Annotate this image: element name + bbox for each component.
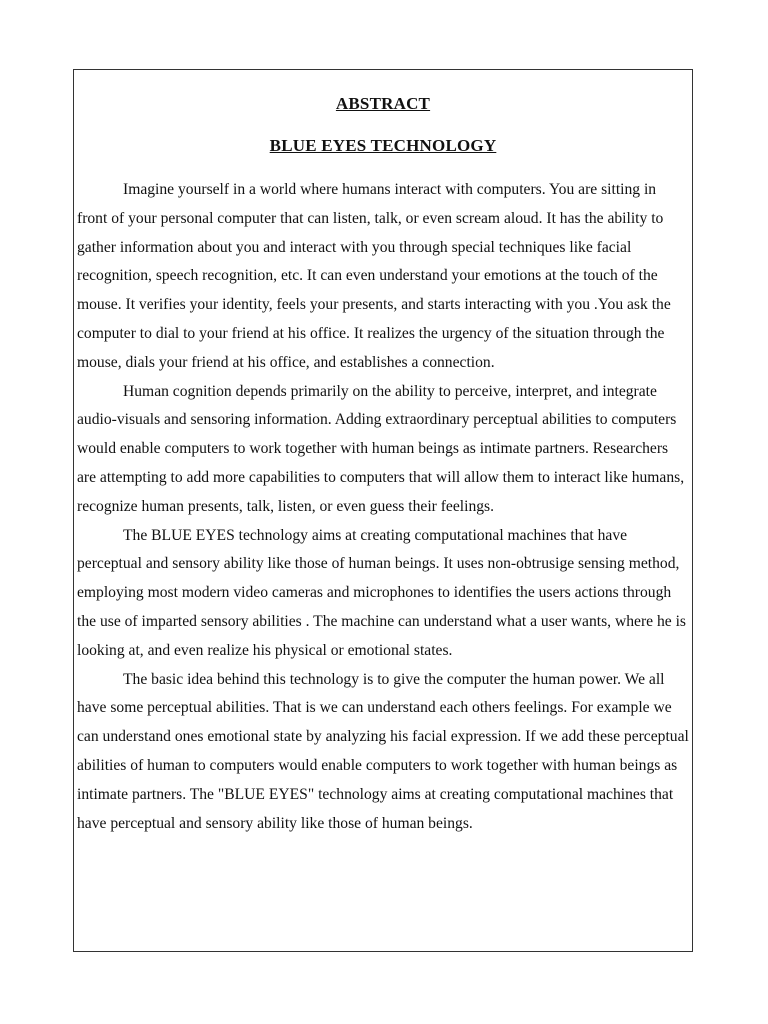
abstract-heading: ABSTRACT xyxy=(335,94,431,113)
paragraph-3: The BLUE EYES technology aims at creating computational machines that have perceptual and sensory ability like those of human beings. It uses non-obtrusige sensing method, employing most modern video cameras and microphones to identifies the users actions through the use of imparted sensory abilities . The machine can understand what a user wants, where he is looking at, and even realize his physical or emotional states. xyxy=(77,526,686,659)
paragraph-4: The basic idea behind this technology is to give the computer the human power. We all have some perceptual abilities. That is we can understand each others feelings. For example we can understand ones emotional state by analyzing his facial expression. If we add these perceptual abilities of human to computers would enable computers to work together with human beings as intimate partners. The "BLUE EYES" technology aims at creating computational machines that have perceptual and sensory ability like those of human beings. xyxy=(77,670,689,832)
page-frame xyxy=(73,69,693,952)
paragraph-2: Human cognition depends primarily on the ability to perceive, interpret, and integrate audio-visuals and sensoring information. Adding extraordinary perceptual abilities to computers would enable computers to work together with human beings as intimate partners. Researchers are attempting to add more capabilities to computers that will allow them to interact like humans, recognize human presents, talk, listen, or even guess their feelings. xyxy=(77,382,685,515)
document-title: BLUE EYES TECHNOLOGY xyxy=(269,136,497,155)
abstract-body xyxy=(77,176,689,838)
paragraph-1: Imagine yourself in a world where humans interact with computers. You are sitting in front of your personal computer that can listen, talk, or even scream aloud. It has the ability to gather information about you and interact with you through special techniques like facial recognition, speech recognition, etc. It can even understand your emotions at the touch of the mouse. It verifies your identity, feels your presents, and starts interacting with you .You ask the computer to dial to your friend at his office. It realizes the urgency of the situation through the mouse, dials your friend at his office, and establishes a connection. xyxy=(77,181,671,371)
